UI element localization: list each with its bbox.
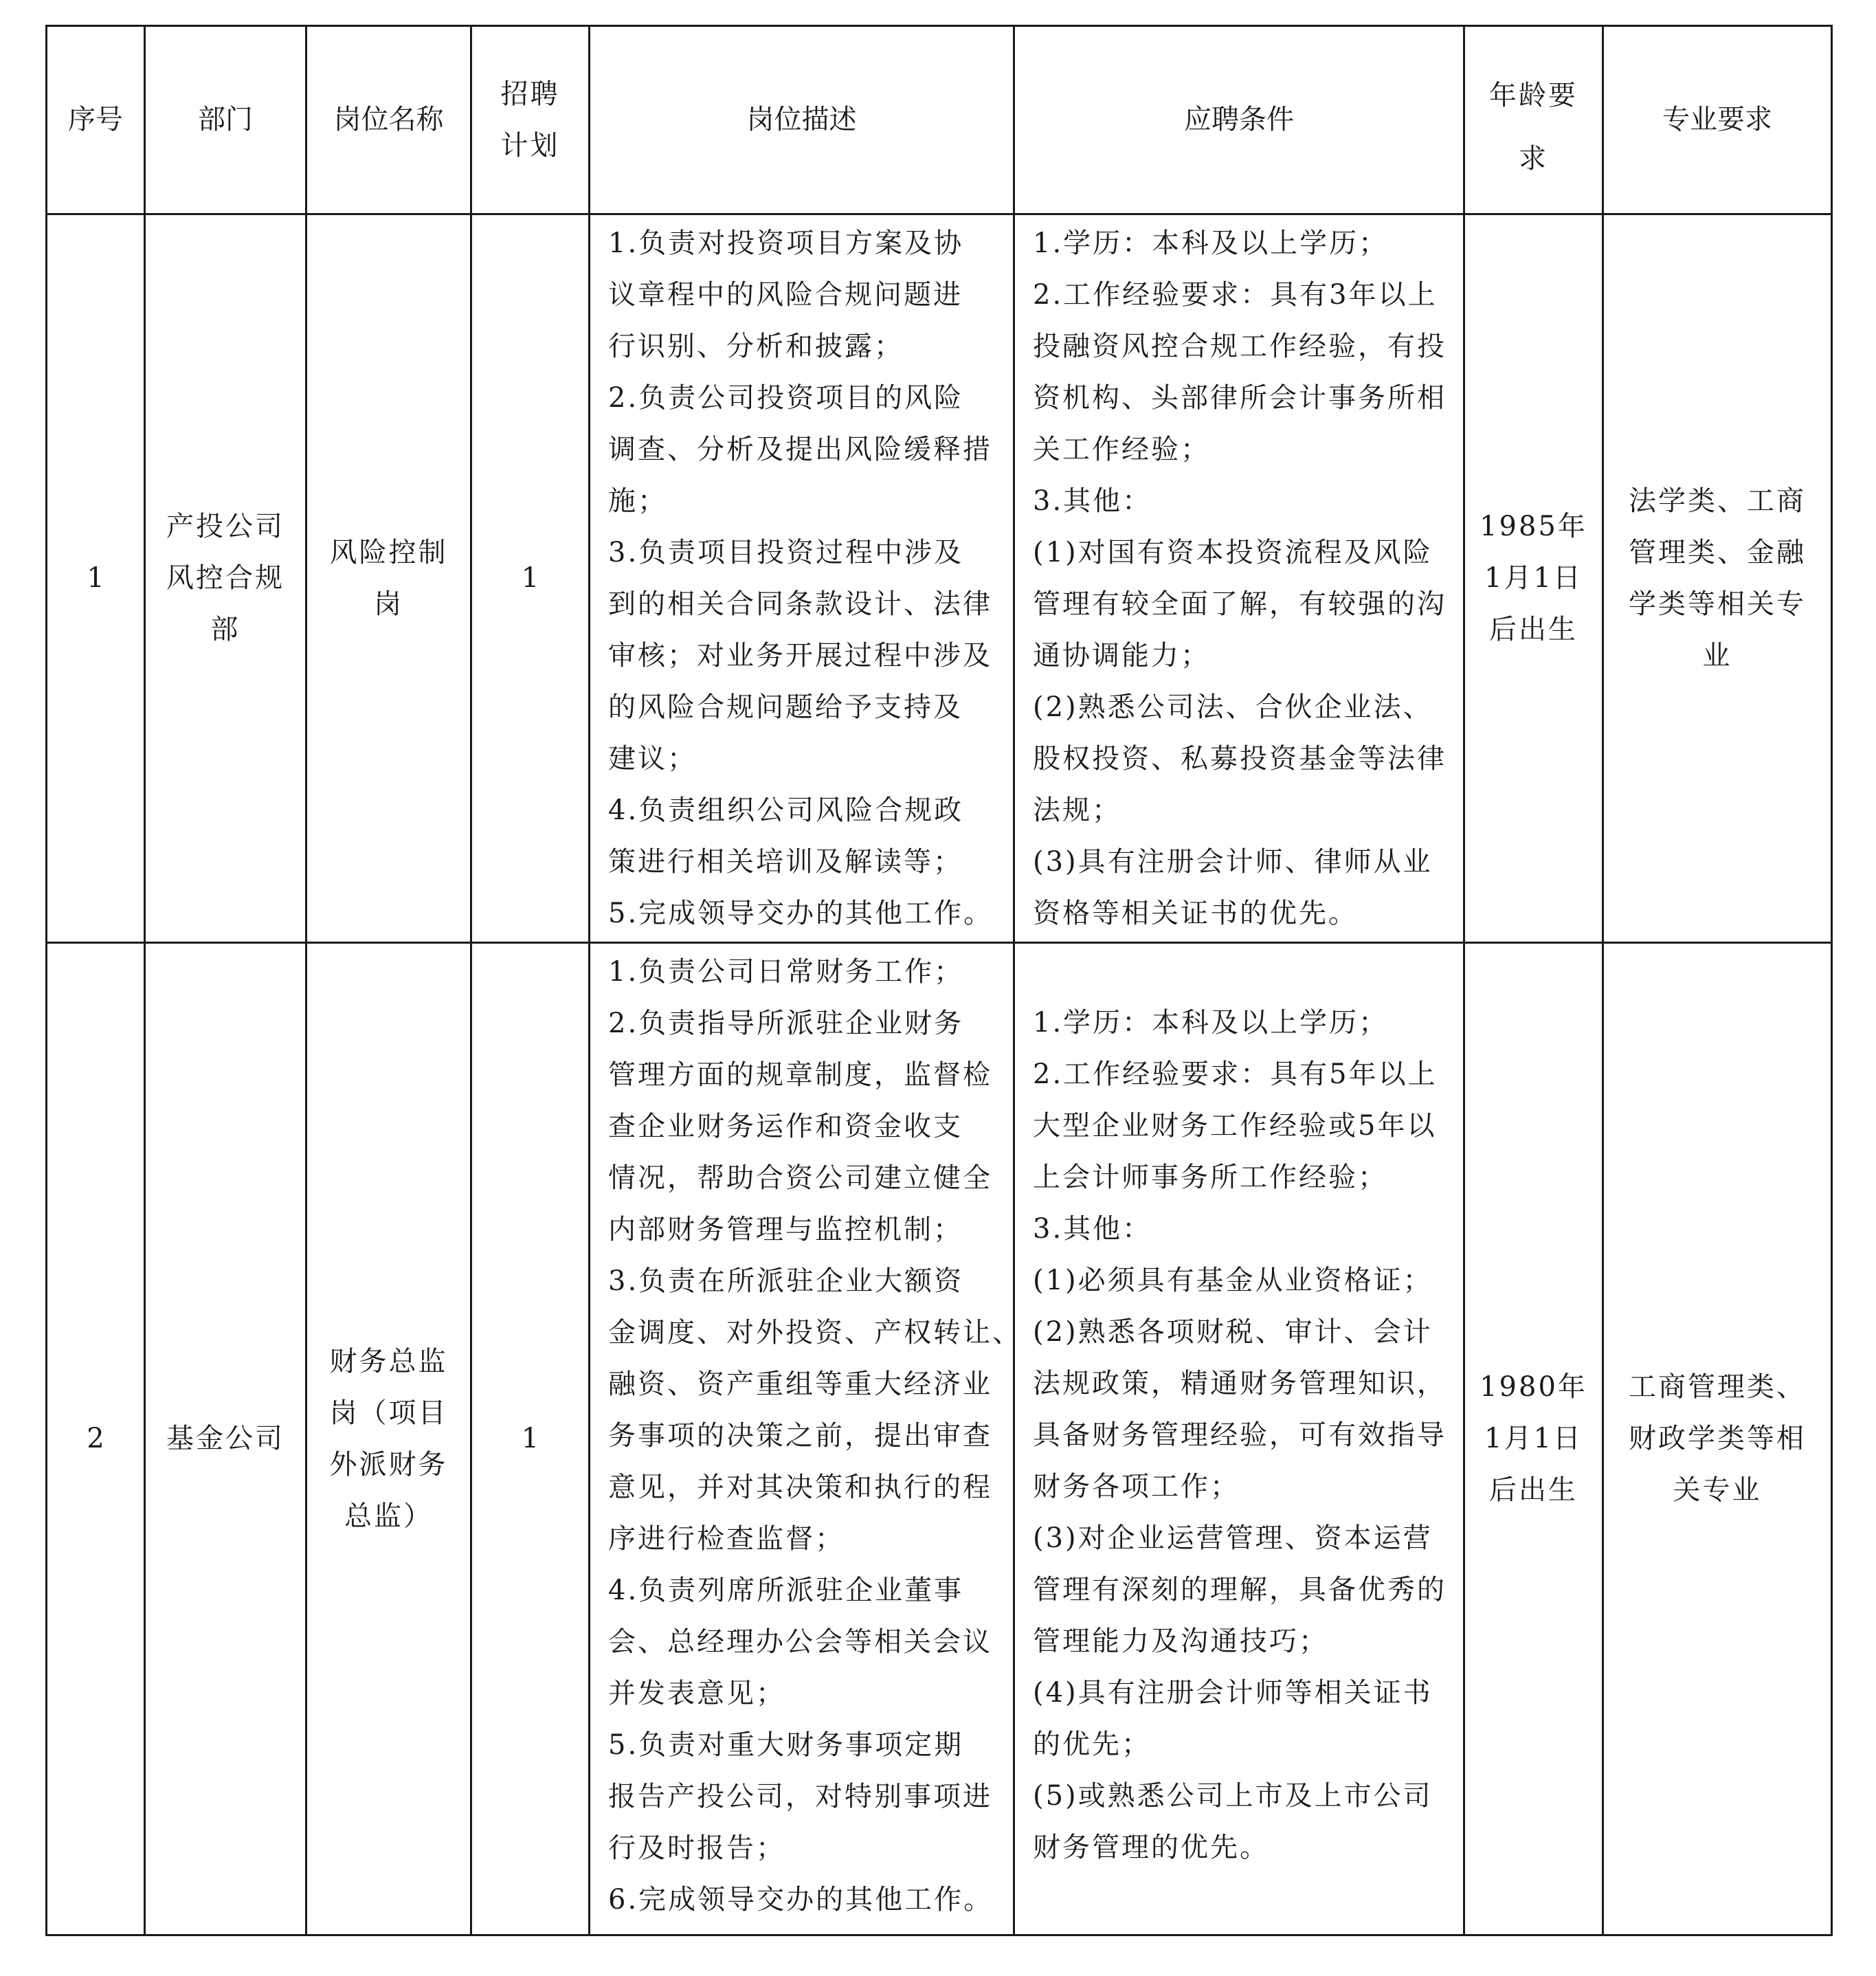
requirement-line: 管理有较全面了解，有较强的沟 [1033, 588, 1447, 620]
description-line: 审核；对业务开展过程中涉及 [608, 640, 992, 671]
age-line: 1985年 [1479, 511, 1587, 542]
major-line: 关专业 [1673, 1474, 1762, 1506]
description-line: 4.负责组织公司风险合规政 [608, 795, 964, 826]
row-age [1464, 943, 1603, 1935]
major-line: 法学类、工商 [1629, 485, 1806, 517]
table-row [47, 214, 1832, 943]
requirement-line: 通协调能力； [1033, 640, 1210, 671]
row-department [145, 943, 306, 1935]
header-plan-line1: 招聘 [500, 78, 560, 110]
description-line: 并发表意见； [608, 1678, 785, 1709]
requirement-line: 3.其他： [1033, 485, 1152, 517]
description-line: 5.负责对重大财务事项定期 [608, 1729, 964, 1761]
description-line: 5.完成领导交办的其他工作。 [608, 898, 994, 929]
row-index: 1 [47, 214, 145, 943]
requirement-line: 财务各项工作； [1033, 1471, 1240, 1502]
description-line: 策进行相关培训及解读等； [608, 846, 963, 878]
requirement-line: 股权投资、私募投资基金等法律 [1033, 743, 1447, 775]
department-line: 产投公司 [166, 511, 284, 542]
major-line: 财政学类等相 [1629, 1423, 1806, 1454]
requirement-line: 上会计师事务所工作经验； [1033, 1162, 1387, 1193]
requirement-line: 3.其他： [1033, 1213, 1152, 1245]
description-line: 金调度、对外投资、产权转让、 [608, 1317, 1022, 1348]
description-line: 3.负责在所派驻企业大额资 [608, 1265, 964, 1297]
position-line: 岗 [374, 588, 403, 620]
header-description: 岗位描述 [590, 26, 1014, 214]
age-line: 后出生 [1489, 614, 1578, 645]
row-department [145, 214, 306, 943]
position-line: 岗（项目 [329, 1397, 448, 1429]
header-plan-line2: 计划 [500, 129, 560, 162]
major-line: 学类等相关专 [1629, 588, 1806, 620]
major-line: 管理类、金融 [1629, 536, 1806, 568]
position-line: 总监） [344, 1500, 433, 1532]
requirement-line: 关工作经验； [1033, 434, 1210, 465]
description-line: 6.完成领导交办的其他工作。 [608, 1884, 994, 1916]
requirement-line: 投融资风控合规工作经验，有投 [1033, 331, 1447, 362]
row-description [590, 943, 1022, 1935]
description-line: 施； [608, 485, 667, 517]
requirement-line: 1.学历：本科及以上学历； [1033, 1007, 1389, 1039]
department-line: 基金公司 [166, 1423, 284, 1454]
major-line: 工商管理类、 [1629, 1371, 1806, 1403]
header-position: 岗位名称 [306, 26, 471, 214]
header-plan [471, 26, 590, 214]
requirement-line: (1)对国有资本投资流程及风险 [1033, 537, 1433, 568]
description-line: 内部财务管理与监控机制； [608, 1214, 963, 1245]
requirement-line: 大型企业财务工作经验或5年以 [1033, 1110, 1437, 1142]
requirement-line: (4)具有注册会计师等相关证书 [1033, 1677, 1433, 1709]
row-requirements [1014, 943, 1464, 1935]
requirement-line: (5)或熟悉公司上市及上市公司 [1033, 1780, 1433, 1812]
requirement-line: (2)熟悉各项财税、审计、会计 [1033, 1316, 1433, 1348]
row-major [1603, 943, 1832, 1935]
row-position [306, 943, 471, 1935]
age-line: 1980年 [1479, 1371, 1587, 1403]
description-line: 融资、资产重组等重大经济业 [608, 1368, 992, 1400]
requirement-line: 2.工作经验要求：具有3年以上 [1033, 279, 1438, 311]
description-line: 查企业财务运作和资金收支 [608, 1111, 963, 1142]
description-line: 2.负责指导所派驻企业财务 [608, 1008, 964, 1039]
row-plan: 1 [471, 943, 590, 1935]
row-plan: 1 [471, 214, 590, 943]
header-age-line1: 年龄要 [1489, 79, 1578, 111]
description-line: 管理方面的规章制度，监督检 [608, 1059, 992, 1091]
description-line: 2.负责公司投资项目的风险 [608, 382, 964, 414]
requirement-line: 管理有深刻的理解，具备优秀的 [1033, 1574, 1447, 1606]
requirement-line: 法规； [1033, 795, 1121, 826]
requirement-line: 2.工作经验要求：具有5年以上 [1033, 1058, 1438, 1090]
requirement-line: (3)具有注册会计师、律师从业 [1033, 846, 1433, 878]
description-line: 会、总经理办公会等相关会议 [608, 1626, 992, 1658]
requirement-line: (3)对企业运营管理、资本运营 [1033, 1522, 1433, 1554]
row-age [1464, 214, 1603, 943]
description-line: 行识别、分析和披露； [608, 331, 904, 362]
department-line: 风控合规 [166, 562, 284, 594]
age-line: 后出生 [1489, 1474, 1578, 1506]
recruitment-table [45, 25, 1833, 1936]
requirement-line: 1.学历：本科及以上学历； [1033, 227, 1389, 259]
major-line: 业 [1702, 639, 1732, 671]
header-index: 序号 [47, 26, 145, 214]
row-index: 2 [47, 943, 145, 1935]
table-row [47, 943, 1832, 1935]
requirement-line: (2)熟悉公司法、合伙企业法、 [1033, 691, 1433, 723]
header-age [1464, 26, 1603, 214]
requirement-line: 具备财务管理经验，可有效指导 [1033, 1419, 1447, 1451]
description-line: 情况，帮助合资公司建立健全 [608, 1162, 992, 1194]
description-line: 序进行检查监督； [608, 1523, 845, 1555]
position-line: 风险控制 [329, 536, 448, 568]
description-line: 意见，并对其决策和执行的程 [608, 1472, 992, 1503]
header-major: 专业要求 [1603, 26, 1832, 214]
department-line: 部 [210, 614, 241, 645]
description-line: 调查、分析及提出风险缓释措 [608, 434, 992, 465]
position-line: 财务总监 [329, 1345, 448, 1377]
age-line: 1月1日 [1484, 1423, 1583, 1454]
requirement-line: 法规政策，精通财务管理知识， [1033, 1368, 1447, 1399]
requirement-line: 的优先； [1033, 1729, 1151, 1760]
row-position [306, 214, 471, 943]
description-line: 3.负责项目投资过程中涉及 [608, 537, 964, 568]
description-line: 4.负责列席所派驻企业董事 [608, 1575, 964, 1606]
row-requirements [1014, 214, 1464, 943]
description-line: 1.负责公司日常财务工作； [608, 956, 964, 988]
requirement-line: 财务管理的优先。 [1033, 1832, 1269, 1863]
row-description [590, 214, 1014, 943]
requirement-line: (1)必须具有基金从业资格证； [1033, 1265, 1433, 1296]
description-line: 议章程中的风险合规问题进 [608, 279, 963, 311]
header-department: 部门 [145, 26, 306, 214]
requirement-line: 资格等相关证书的优先。 [1033, 898, 1358, 929]
description-line: 1.负责对投资项目方案及协 [608, 227, 964, 259]
position-line: 外派财务 [329, 1448, 448, 1480]
description-line: 报告产投公司，对特别事项进 [608, 1781, 992, 1812]
age-line: 1月1日 [1484, 562, 1583, 594]
header-age-line2: 求 [1519, 142, 1548, 175]
description-line: 行及时报告； [608, 1832, 785, 1864]
requirement-line: 资机构、头部律所会计事务所相 [1033, 382, 1447, 414]
requirement-line: 管理能力及沟通技巧； [1033, 1625, 1328, 1657]
description-line: 的风险合规问题给予支持及 [608, 691, 963, 723]
description-line: 建议； [608, 743, 697, 775]
row-major [1603, 214, 1832, 943]
description-line: 务事项的决策之前，提出审查 [608, 1420, 992, 1452]
description-line: 到的相关合同条款设计、法律 [608, 588, 992, 620]
header-row [47, 26, 1832, 214]
header-requirements: 应聘条件 [1014, 26, 1464, 214]
